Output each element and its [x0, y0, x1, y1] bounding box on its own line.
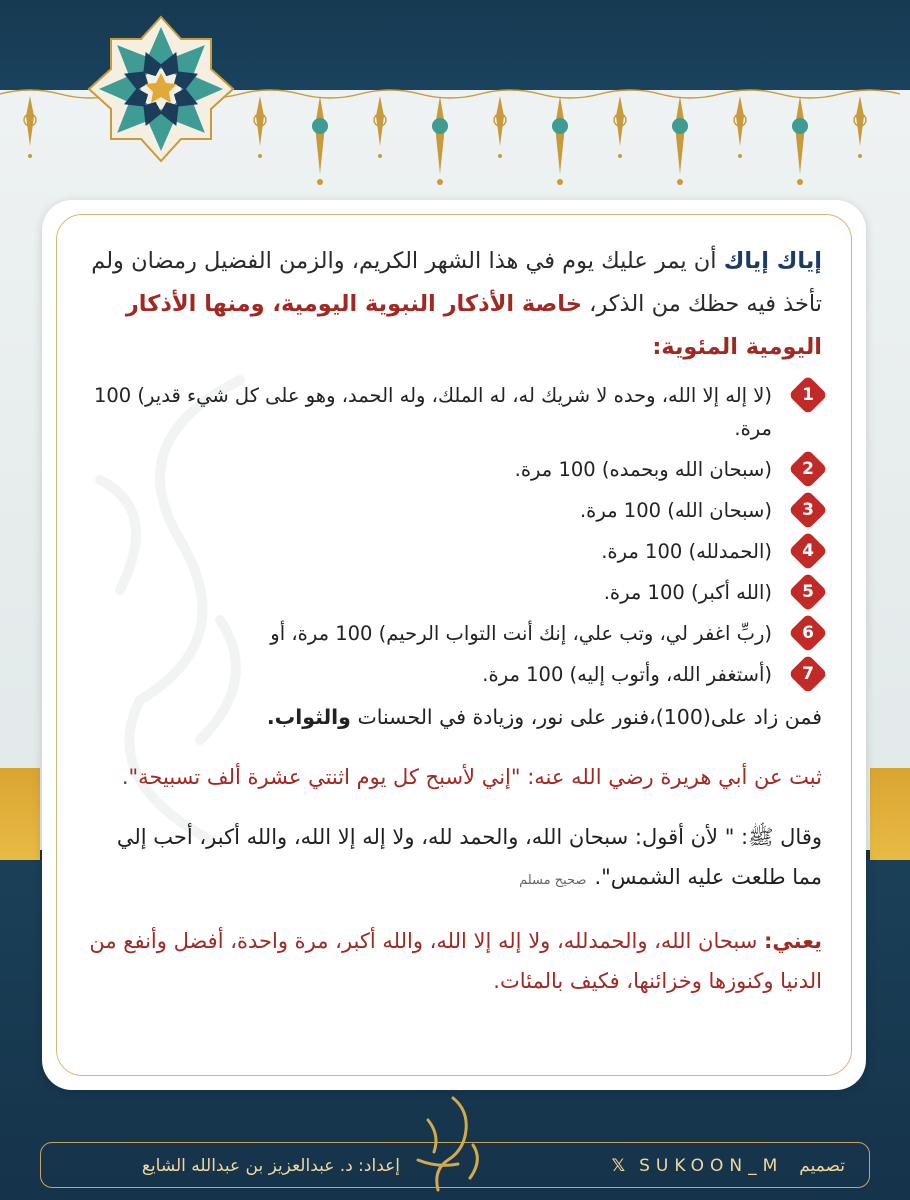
main-content [82, 240, 822, 1001]
list-item [82, 379, 822, 445]
closing-line [82, 699, 822, 735]
list-item [82, 535, 822, 568]
closing-bold: والثواب. [266, 705, 351, 729]
hadith-source: صحيح مسلم [519, 873, 587, 888]
number-badge: 5 [788, 572, 828, 612]
hadith-text: وقال ﷺ: " لأن أقول: سبحان الله، والحمد لله، ولا إله إلا الله، والله أكبر، أحب إلي مما طلعت عليه الشمس". [116, 825, 822, 889]
intro-paragraph [82, 240, 822, 369]
gold-stripe-right [870, 768, 910, 860]
footer-author: إعداد: د. عبدالعزيز بن عبدالله الشايع [141, 1156, 400, 1176]
x-logo-icon: 𝕏 [611, 1156, 626, 1176]
number-badge: 1 [788, 375, 828, 415]
item-text: (لا إله إلا الله، وحده لا شريك له، له الملك، وله الحمد، وهو على كل شيء قدير) 100 مرة. [93, 384, 772, 440]
number-badge: 7 [788, 654, 828, 694]
item-text: (أستغفر الله، وأتوب إليه) 100 مرة. [482, 663, 772, 686]
gold-stripe-left [0, 768, 40, 860]
design-label: تصميم [799, 1156, 845, 1176]
ramadan-calligraphy-logo-icon [398, 1090, 508, 1200]
list-item [82, 617, 822, 650]
meaning-label: يعني: [764, 929, 822, 953]
item-text: (الله أكبر) 100 مرة. [603, 581, 772, 604]
list-item [82, 453, 822, 486]
item-text: (سبحان الله) 100 مرة. [579, 499, 772, 522]
item-text: (ربِّ اغفر لي، وتب علي، إنك أنت التواب الرحيم) 100 مرة، أو [270, 622, 772, 645]
dhikr-list [82, 379, 822, 691]
number-badge: 3 [788, 490, 828, 530]
intro-highlight: خاصة الأذكار النبوية اليومية، ومنها الأذكار اليومية المئوية: [125, 291, 822, 360]
number-badge: 6 [788, 613, 828, 653]
hadith-abu-hurairah: ثبت عن أبي هريرة رضي الله عنه: "إني لأسبح كل يوم اثنتي عشرة ألف تسبيحة". [121, 765, 822, 789]
closing-text: فمن زاد على(100)،فنور على نور، وزيادة في الحسنات [350, 705, 822, 729]
list-item [82, 576, 822, 609]
intro-text: أن يمر عليك يوم في هذا الشهر الكريم، والزمن الفضيل رمضان ولم تأخذ فيه حظك من الذكر، [91, 248, 822, 317]
list-item [82, 494, 822, 527]
item-text: (سبحان الله وبحمده) 100 مرة. [514, 458, 772, 481]
meaning-paragraph [82, 921, 822, 1001]
hadith-prophet-saying [82, 817, 822, 901]
number-badge: 2 [788, 449, 828, 489]
number-badge: 4 [788, 531, 828, 571]
intro-lead: إياك إياك [723, 248, 822, 274]
meaning-text: سبحان الله، والحمدلله، ولا إله إلا الله، والله أكبر، مرة واحدة، أفضل وأنفع من الدنيا وكنوزها وخزائنها، فكيف بالمئات. [89, 929, 822, 993]
list-item [82, 658, 822, 691]
star-medallion-icon [86, 14, 236, 164]
item-text: (الحمدلله) 100 مرة. [601, 540, 772, 563]
footer-design-credit [515, 1148, 845, 1184]
design-handle: SUKOON_M [639, 1156, 784, 1176]
